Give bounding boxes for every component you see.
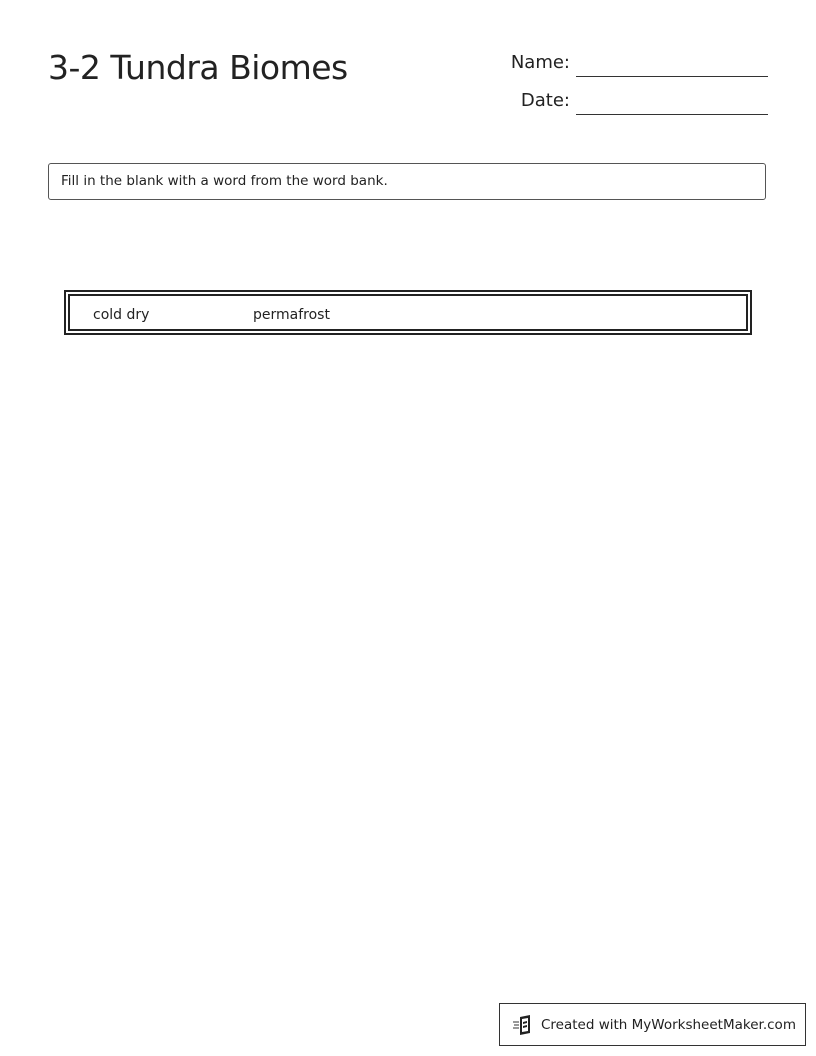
instructions-box <box>48 163 766 200</box>
word-bank-item: permafrost <box>253 307 330 323</box>
date-blank-line[interactable] <box>576 114 768 115</box>
name-blank-line[interactable] <box>576 76 768 77</box>
instructions-text: Fill in the blank with a word from the word bank. <box>61 173 388 189</box>
date-label: Date: <box>520 90 570 111</box>
book-page-icon <box>512 1014 534 1036</box>
word-bank-inner-border <box>68 294 748 331</box>
word-bank <box>64 290 752 335</box>
footer-credit-text[interactable]: Created with MyWorksheetMaker.com <box>541 1016 796 1033</box>
worksheet-title: 3-2 Tundra Biomes <box>48 48 348 87</box>
name-label: Name: <box>510 52 570 73</box>
footer-badge[interactable] <box>499 1003 806 1046</box>
word-bank-item: cold dry <box>93 307 150 323</box>
